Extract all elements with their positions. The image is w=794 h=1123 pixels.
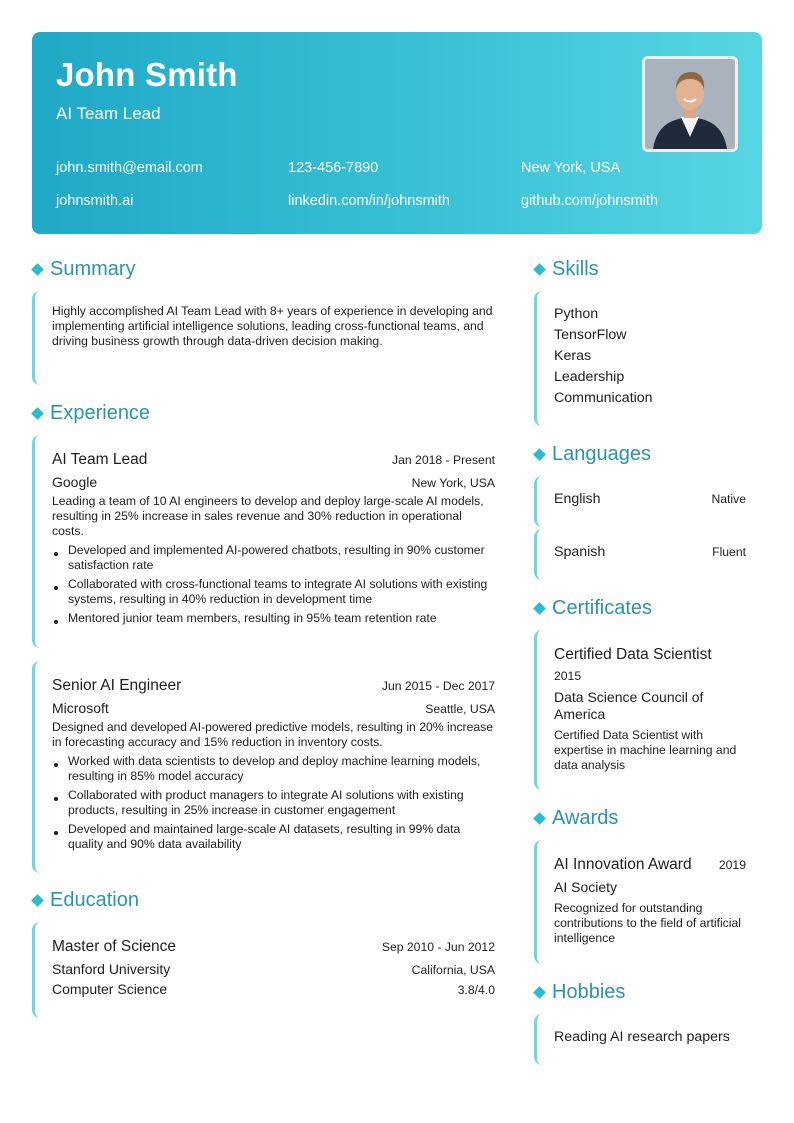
candidate-title: AI Team Lead [56, 104, 161, 123]
skill-item: Python [554, 306, 599, 322]
achievement-item: Worked with data scientists to develop and deploy machine learning models, resulting in 85% model accuracy [52, 754, 495, 784]
section-education-heading: Education [32, 889, 139, 912]
section-skills-heading: Skills [534, 258, 599, 281]
company-name: Google [52, 474, 98, 490]
skill-item: TensorFlow [554, 327, 627, 343]
language-name: Spanish [554, 544, 606, 560]
section-certificates-heading: Certificates [534, 597, 652, 620]
skill-item: Keras [554, 348, 592, 364]
achievement-item: Mentored junior team members, resulting in 95% team retention rate [52, 611, 495, 626]
section-languages-heading: Languages [534, 443, 651, 466]
gpa: 3.8/4.0 [457, 983, 495, 997]
job-location: Seattle, USA [425, 702, 495, 716]
section-experience-heading: Experience [32, 402, 150, 425]
section-hobbies-heading: Hobbies [534, 981, 625, 1004]
job-title: Senior AI Engineer [52, 677, 182, 694]
skill-item: Leadership [554, 369, 625, 385]
language-level: Fluent [712, 545, 746, 559]
job-description: Leading a team of 10 AI engineers to develop and deploy large-scale AI models, resulting in 25% increase in sales revenue and 30% reduction in operational costs. [52, 494, 484, 538]
achievement-item: Collaborated with cross-functional teams to integrate AI solutions with existing systems, resulting in 40% reduction in development time [52, 577, 495, 607]
company-name: Microsoft [52, 700, 109, 716]
achievement-list [52, 543, 495, 626]
job-dates: Jun 2015 - Dec 2017 [381, 679, 495, 693]
achievement-item: Collaborated with product managers to integrate AI solutions with existing products, resulting in 25% increase in customer engagement [52, 788, 495, 818]
job-location: New York, USA [411, 476, 495, 490]
diamond-icon [533, 812, 546, 825]
language-name: English [554, 491, 601, 507]
section-awards-heading: Awards [534, 807, 618, 830]
language-entry-2 [534, 529, 746, 580]
education-entry [32, 922, 495, 1018]
achievement-list [52, 754, 495, 852]
degree-name: Master of Science [52, 938, 177, 955]
profile-photo [642, 56, 738, 152]
language-level: Native [711, 492, 746, 506]
contact-location: New York, USA [521, 160, 621, 176]
summary-block [32, 291, 495, 385]
contact-github[interactable]: github.com/johnsmith [521, 193, 659, 209]
resume-header [32, 32, 762, 234]
experience-entry-2 [32, 661, 495, 873]
job-description: Designed and developed AI-powered predictive models, resulting in 20% increase in forecasting accuracy and 15% reduction in inventory costs. [52, 720, 494, 749]
diamond-icon [31, 407, 44, 420]
diamond-icon [533, 263, 546, 276]
contact-website[interactable]: johnsmith.ai [56, 193, 134, 209]
award-description: Recognized for outstanding contributions to the field of artificial intelligence [554, 901, 741, 945]
school-location: California, USA [411, 963, 495, 977]
hobbies-block [534, 1014, 746, 1065]
certificate-title: Certified Data Scientist [554, 646, 712, 663]
school-name: Stanford University [52, 961, 171, 977]
contact-phone: 123-456-7890 [288, 160, 379, 176]
certificate-year: 2015 [554, 669, 582, 683]
education-dates: Sep 2010 - Jun 2012 [381, 940, 495, 954]
achievement-item: Developed and implemented AI-powered chatbots, resulting in 90% customer satisfaction rate [52, 543, 495, 573]
summary-text: Highly accomplished AI Team Lead with 8+ years of experience in developing and implementing artificial intelligence solutions, leading cross-functional teams, and driving business growth through data-driven decision making. [52, 304, 493, 348]
candidate-name: John Smith [56, 56, 238, 93]
certificate-entry [534, 630, 746, 790]
skills-block [534, 291, 746, 426]
diamond-icon [31, 894, 44, 907]
award-issuer: AI Society [554, 879, 618, 895]
contact-linkedin[interactable]: linkedin.com/in/johnsmith [288, 193, 450, 209]
award-year: 2019 [718, 858, 746, 872]
skill-item: Communication [554, 390, 653, 406]
diamond-icon [31, 263, 44, 276]
achievement-item: Developed and maintained large-scale AI datasets, resulting in 99% data quality and 90% data availability [52, 822, 495, 852]
job-dates: Jan 2018 - Present [392, 453, 495, 467]
diamond-icon [533, 448, 546, 461]
experience-entry-1 [32, 435, 495, 648]
award-title: AI Innovation Award [554, 856, 692, 873]
certificate-issuer: Data Science Council of America [554, 689, 704, 722]
section-summary-heading: Summary [32, 258, 136, 281]
job-title: AI Team Lead [52, 451, 148, 468]
contact-email[interactable]: john.smith@email.com [56, 160, 203, 176]
field-of-study: Computer Science [52, 981, 168, 997]
diamond-icon [533, 602, 546, 615]
hobby-item: Reading AI research papers [554, 1029, 730, 1045]
language-entry-1 [534, 476, 746, 527]
diamond-icon [533, 986, 546, 999]
award-entry [534, 840, 746, 964]
certificate-description: Certified Data Scientist with expertise in machine learning and data analysis [554, 728, 737, 772]
